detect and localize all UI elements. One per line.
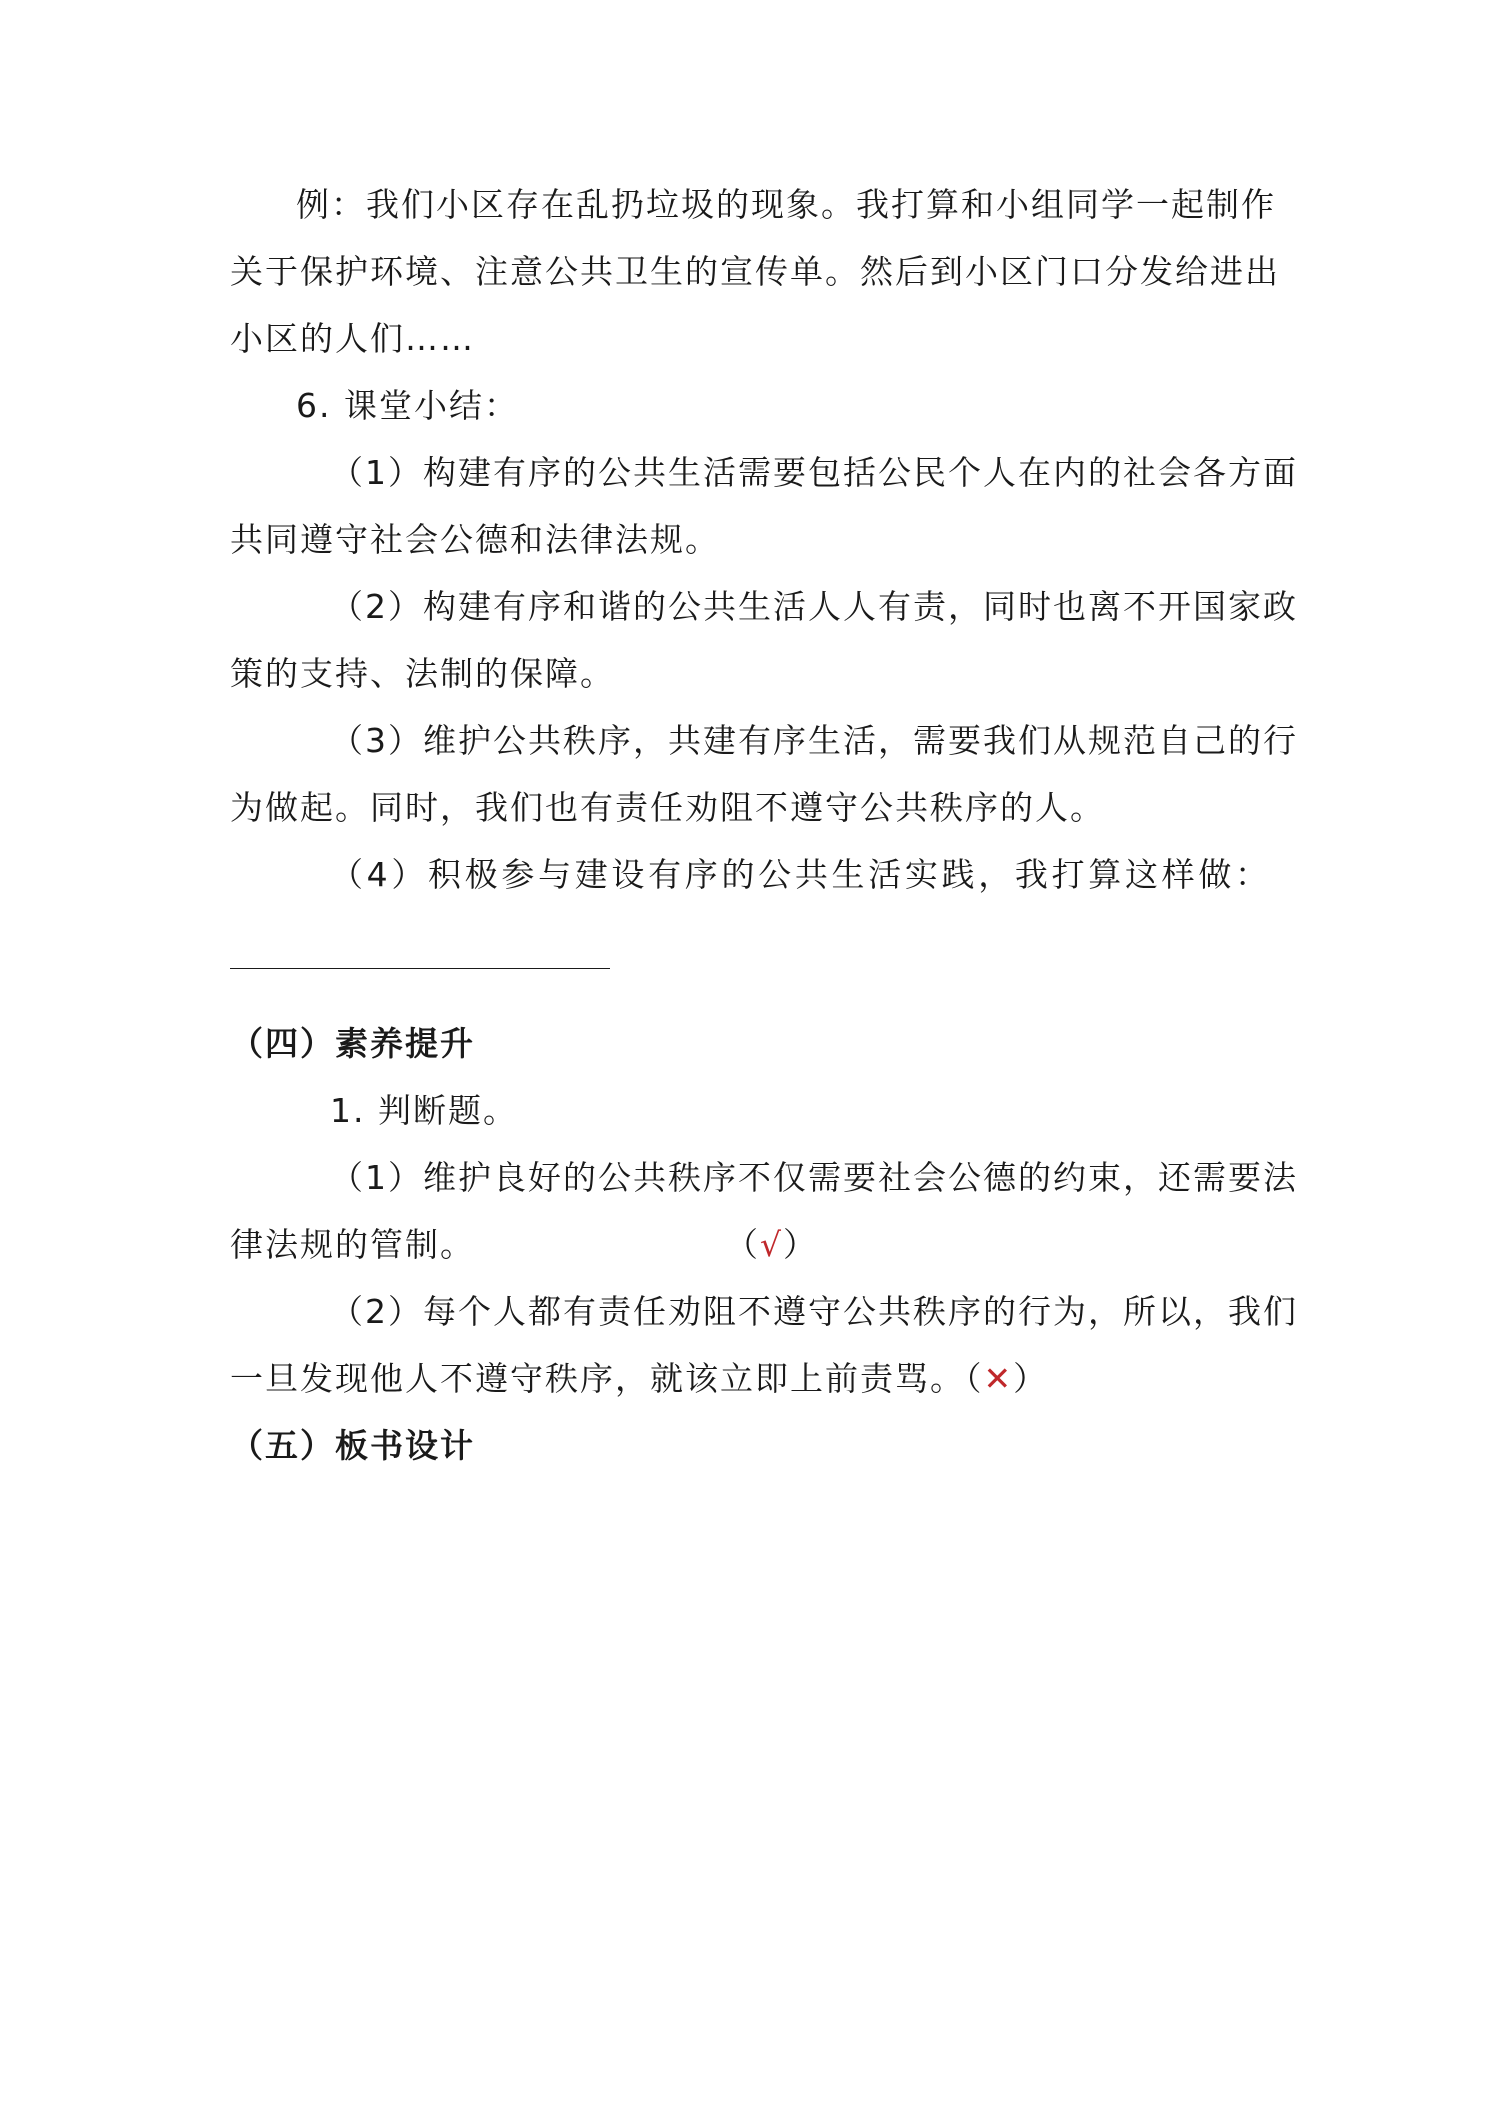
- summary-item-2-line-1: （2）构建有序和谐的公共生活人人有责，同时也离不开国家政: [330, 587, 1298, 626]
- question-2-text: 一旦发现他人不遵守秩序，就该立即上前责骂。: [230, 1359, 965, 1398]
- question-1-text: 律法规的管制。: [230, 1225, 475, 1264]
- question-2-line-1: （2）每个人都有责任劝阻不遵守公共秩序的行为，所以，我们: [330, 1292, 1298, 1331]
- section-4-heading: （四）素养提升: [230, 1024, 475, 1063]
- summary-item-1-line-2: 共同遵守社会公德和法律法规。: [230, 520, 720, 559]
- example-line-1: 例：我们小区存在乱扔垃圾的现象。我打算和小组同学一起制作: [296, 185, 1276, 224]
- example-line-2: 关于保护环境、注意公共卫生的宣传单。然后到小区门口分发给进出: [230, 252, 1280, 291]
- question-2-paren-close: ）: [1013, 1359, 1049, 1398]
- check-mark-icon: √: [760, 1225, 784, 1264]
- summary-item-3-line-2: 为做起。同时，我们也有责任劝阻不遵守公共秩序的人。: [230, 788, 1105, 827]
- answer-blank-line: [230, 968, 610, 969]
- question-1-paren-open: （: [725, 1225, 760, 1264]
- summary-item-3-line-1: （3）维护公共秩序，共建有序生活，需要我们从规范自己的行: [330, 721, 1298, 760]
- summary-item-1-line-1: （1）构建有序的公共生活需要包括公民个人在内的社会各方面: [330, 453, 1298, 492]
- section-5-heading: （五）板书设计: [230, 1426, 475, 1465]
- question-2-paren-open: （: [965, 1359, 984, 1398]
- cross-mark-icon: ✕: [983, 1359, 1014, 1398]
- question-1-paren-close: ）: [783, 1225, 819, 1264]
- judge-title: 1. 判断题。: [330, 1091, 518, 1130]
- example-line-3: 小区的人们……: [230, 319, 475, 358]
- question-1-line-1: （1）维护良好的公共秩序不仅需要社会公德的约束，还需要法: [330, 1158, 1298, 1197]
- summary-item-4-line-1: （4）积极参与建设有序的公共生活实践，我打算这样做：: [330, 855, 1270, 894]
- question-2-line-2: [230, 1359, 1270, 1399]
- summary-item-2-line-2: 策的支持、法制的保障。: [230, 654, 615, 693]
- summary-title: 6. 课堂小结：: [296, 386, 519, 425]
- question-1-line-2: [230, 1225, 1270, 1265]
